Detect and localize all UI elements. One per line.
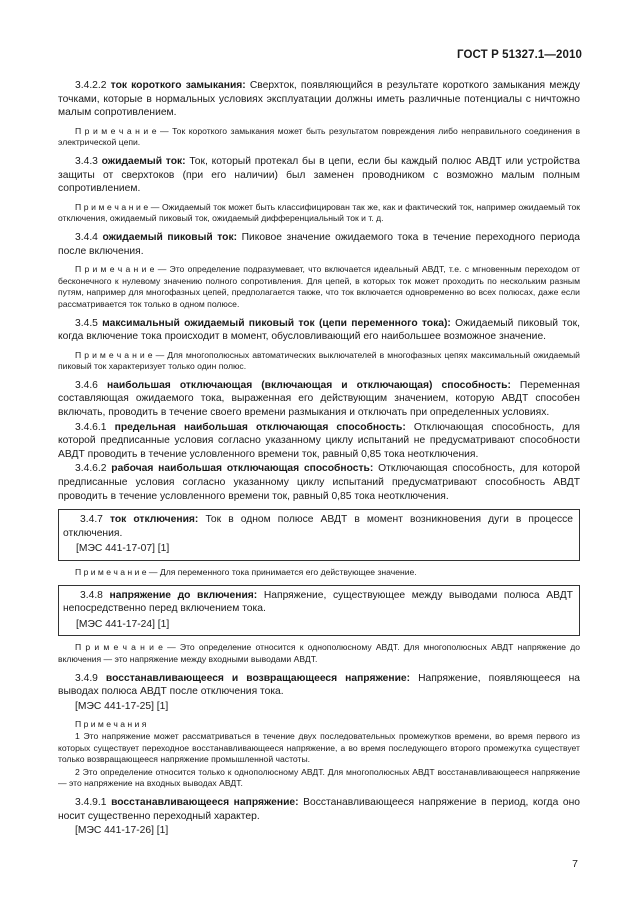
clause-number: 3.4.6 [75, 379, 98, 391]
clause-number: 3.4.9 [75, 672, 98, 684]
clause-3-4-3 [58, 155, 580, 196]
clause-text: Напряжение, существующее между выводами полюса АВДТ непосредственно перед включением тока. [63, 589, 573, 615]
document-body [58, 79, 580, 838]
clause-term: ожидаемый пиковый ток: [102, 231, 238, 243]
note [58, 264, 580, 310]
boxed-clause-3-4-7 [58, 509, 580, 561]
clause-term: восстанавливающееся и возвращающееся напряжение: [105, 672, 411, 684]
note-text: — Это определение относится к однополюсному АВДТ. Для многополюсных АВДТ напряжение до включения — это напряжение между входными выводами АВДТ. [58, 642, 581, 664]
clause-term: ток короткого замыкания: [110, 80, 246, 91]
clause-term: напряжение до включения: [109, 589, 258, 601]
clause-number: 3.4.4 [75, 231, 98, 243]
clause-term: предельная наибольшая отключающая способность: [114, 421, 406, 433]
note-label: П р и м е ч а н и е [75, 201, 149, 212]
clause-3-4-5 [58, 317, 580, 344]
iec-reference: [МЭС 441-17-25] [1] [75, 700, 169, 712]
clause-3-4-9-1 [58, 796, 580, 823]
clause-number: 3.4.5 [75, 317, 98, 329]
clause-term: рабочая наибольшая отключающая способность: [111, 463, 374, 475]
clause-3-4-6-1 [58, 421, 580, 462]
notes-label: П р и м е ч а н и я [75, 719, 147, 730]
clause-number: 3.4.7 [80, 514, 103, 526]
clause-3-4-6-2 [58, 462, 580, 503]
clause-number: 3.4.6.2 [75, 463, 107, 475]
clause-text: Ток в одном полюсе АВДТ в момент возникновения дуги в процессе отключения. [63, 514, 573, 539]
note-item: 2 Это определение относится только к однополюсному АВДТ. Для многополюсных АВДТ восстанавливающееся напряжение — это напряжение на входных выводах АВДТ. [58, 766, 580, 789]
clause-3-4-7 [63, 513, 573, 540]
note-text: — Ожидаемый ток может быть классифицирован так же, как и фактический ток, например ожидаемый ток отключения, ожидаемый пиковый ток, ожидаемый дифференциальный ток и т. д. [58, 201, 580, 224]
iec-reference: [МЭС 441-17-26] [1] [75, 825, 169, 837]
clause-3-4-4 [58, 231, 580, 258]
clause-term: ожидаемый ток: [101, 155, 186, 167]
clause-term: восстанавливающееся напряжение: [111, 796, 299, 808]
clause-text: Напряжение, появляющееся на выводах полюса АВДТ после отключения тока. [58, 672, 580, 698]
note-text: — Это определение подразумевает, что включается идеальный АВДТ, т.е. с мгновенным переходом от бесконечного к нулевому значению полного сопротивления. Для цепей, в которых ток может проходить по нескольким разным путям, например для многофазных цепей, предполагается также, что ток включается одновременно во всех полюсах, даже если рассматривается ток только в одном полюсе. [58, 264, 580, 309]
iec-reference: [МЭС 441-17-24] [1] [76, 618, 170, 630]
clause-text: Переменная составляющая ожидаемого тока, выраженная его действующим значением, которую АВДТ способен включать, проводить в течение своего времени размыкания и отключать при определенных условиях. [58, 379, 580, 419]
page-number: 7 [572, 858, 578, 870]
clause-number: 3.4.3 [75, 155, 98, 167]
clause-text: Ожидаемый пиковый ток, когда включение тока происходит в момент, обусловливающий его наибольшее возможное значение. [58, 317, 580, 343]
note-text: — Ток короткого замыкания может быть результатом повреждения либо неправильного соединения в электрической цепи. [58, 125, 581, 148]
note-text: — Для переменного тока принимается его действующее значение. [148, 567, 417, 577]
clause-text: Отключающая способность, для которой предписанные условия согласно указанному циклу испытаний предусматривают способность АВДТ проводить в течение условленного времени ток, равный 0,85 тока неотключения. [58, 463, 580, 502]
note [58, 126, 580, 149]
boxed-clause-3-4-8 [58, 585, 580, 637]
note-label: П р и м е ч а н и е [75, 264, 155, 275]
clause-number: 3.4.2.2 [75, 80, 107, 91]
iec-reference: [МЭС 441-17-07] [1] [76, 543, 170, 555]
clause-number: 3.4.8 [80, 589, 103, 601]
note-item: 1 Это напряжение может рассматриваться в течение двух последовательных промежутков времени, во время первого из которых существует переходное восстанавливающееся напряжение, а во время последующего второго промежутка существует только возвращающееся напряжение промышленной частоты. [58, 730, 580, 765]
clause-3-4-8 [63, 589, 573, 616]
clause-text: Ток, который протекал бы в цепи, если бы каждый полюс АВДТ или устройства защиты от сверхтоков (при его наличии) был заменен проводником с возможно малым полным сопротивлением. [58, 155, 580, 195]
clause-3-4-6 [58, 379, 580, 420]
clause-number: 3.4.6.1 [75, 421, 107, 433]
clause-text: Пиковое значение ожидаемого тока в течение переходного периода после включения. [58, 231, 580, 257]
clause-3-4-9 [58, 672, 580, 699]
clause-text: Сверхток, появляющийся в результате короткого замыкания между точками, которые в нормальных условиях эксплуатации должны иметь различные потенциалы с ничтожно малым сопротивлением. [58, 80, 580, 119]
clause-text: Отключающая способность, для которой предписанные условия согласно указанному циклу испытаний не предусматривают способности АВДТ проводить в течение условленного времени ток, равный 0,85 тока неотключения. [58, 421, 580, 460]
note [58, 642, 580, 665]
clause-number: 3.4.9.1 [75, 796, 107, 808]
note-text: — Для многополюсных автоматических выключателей в многофазных цепях максимальный ожидаемый пиковый ток характеризует только один полюс. [58, 349, 580, 372]
clause-3-4-2-2 [58, 79, 580, 120]
document-header: ГОСТ Р 51327.1—2010 [457, 49, 582, 61]
note-label: П р и м е ч а н и е [75, 125, 157, 136]
note [58, 202, 580, 225]
note-label: П р и м е ч а н и е [75, 642, 163, 653]
note [58, 567, 580, 579]
note-label: П р и м е ч а н и е [75, 349, 153, 360]
clause-term: наибольшая отключающая (включающая и отключающая) способность: [106, 379, 511, 391]
note [58, 350, 580, 373]
clause-term: ток отключения: [109, 514, 199, 526]
clause-text: Восстанавливающееся напряжение в период, когда оно носит существенно переходный характер. [58, 796, 580, 822]
note-label: П р и м е ч а н и е [75, 567, 147, 577]
clause-term: максимальный ожидаемый пиковый ток (цепи переменного тока): [102, 317, 451, 329]
